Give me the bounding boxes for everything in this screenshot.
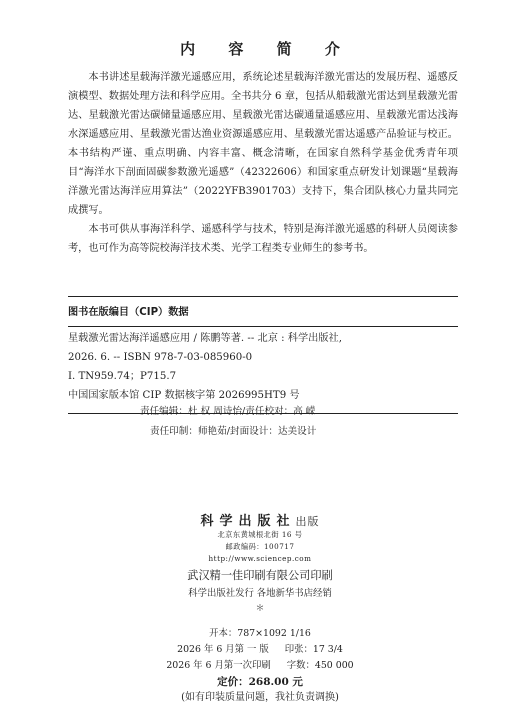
cip-line-4: 中国国家版本馆 CIP 数据核字第 2026995HT9 号: [68, 390, 300, 401]
spec-edition-row: [0, 642, 520, 658]
cip-title: 图书在版编目（CIP）数据: [68, 307, 189, 318]
spec-edition: 2026 年 6 月第 一 版: [177, 644, 269, 655]
book-specs: [0, 626, 520, 706]
spec-printing-row: [0, 658, 520, 674]
spec-words: 字数：450 000: [286, 660, 354, 671]
publisher-address: 北京东黄城根北街 16 号: [217, 530, 303, 539]
printer-line: 武汉精一佳印刷有限公司印刷: [187, 569, 333, 582]
editorial-credits: [140, 402, 500, 442]
publisher-suffix: 出版: [295, 515, 320, 528]
spec-printing: 2026 年 6 月第一次印刷: [166, 660, 271, 671]
publisher-block: [0, 510, 520, 616]
cip-line-1: 星载激光雷达海洋遥感应用 / 陈鹏等著. -- 北京 : 科学出版社,: [68, 333, 342, 344]
separator-star: ＊: [255, 604, 265, 614]
summary-paragraph-1: 本书讲述星载海洋激光遥感应用，系统论述星载海洋激光雷达的发展历程、遥感反演模型、数据处理方法和科学应用。全书共分 6 章，包括从船载激光雷达到星载激光雷达、星载激光雷达碳储量遥感应用、星载激光雷达碳通量遥感应用、星载激光雷达浅海水深遥感应用、星载激光雷达渔业资源遥感应用、星载激光雷达遥感产品验证与校正。本书结构严谨、重点明确、内容丰富、概念清晰，在国家自然科学基金优秀青年项目“海洋水下剖面固碳参数激光遥感”（42322606）和国家重点研发计划课题“星载海洋激光雷达海洋应用算法”（2022YFB3901703）支持下，集合团队核心力量共同完成撰写。: [68, 72, 458, 216]
spec-price: 定价：268.00 元: [217, 676, 303, 688]
summary-paragraph-2: 本书可供从事海洋科学、遥感科学与技术，特别是海洋激光遥感的科研人员阅读参考，也可作为高等院校海洋技术类、光学工程类专业师生的参考书。: [68, 224, 458, 254]
spec-format: 开本：787×1092 1/16: [209, 628, 311, 639]
quality-note: (如有印装质量问题，我社负责调换): [181, 692, 339, 703]
cip-line-2: 2026. 6. -- ISBN 978-7-03-085960-0: [68, 352, 253, 363]
publisher-name-line: [0, 510, 520, 529]
publisher-website: http://www.sciencep.com: [208, 554, 312, 563]
cip-line-3: Ⅰ. TN959.74；P715.7: [68, 371, 177, 382]
spec-sheets: 印张：17 3/4: [284, 644, 343, 655]
cip-block: [68, 296, 458, 414]
credits-row-1: 责任编辑：杜 权 周诗怡/责任校对：高 嵘: [140, 406, 316, 417]
publisher-postcode: 邮政编码：100717: [225, 542, 295, 551]
cip-divider: [68, 326, 458, 327]
content-summary: [68, 68, 458, 258]
page-title: 内 容 简 介: [180, 40, 354, 58]
distribution-line: 科学出版社发行 各地新华书店经销: [188, 588, 332, 599]
publisher-name: 科学出版社: [200, 514, 296, 529]
credits-row-2: 责任印制：师艳茹/封面设计：达美设计: [150, 426, 317, 437]
